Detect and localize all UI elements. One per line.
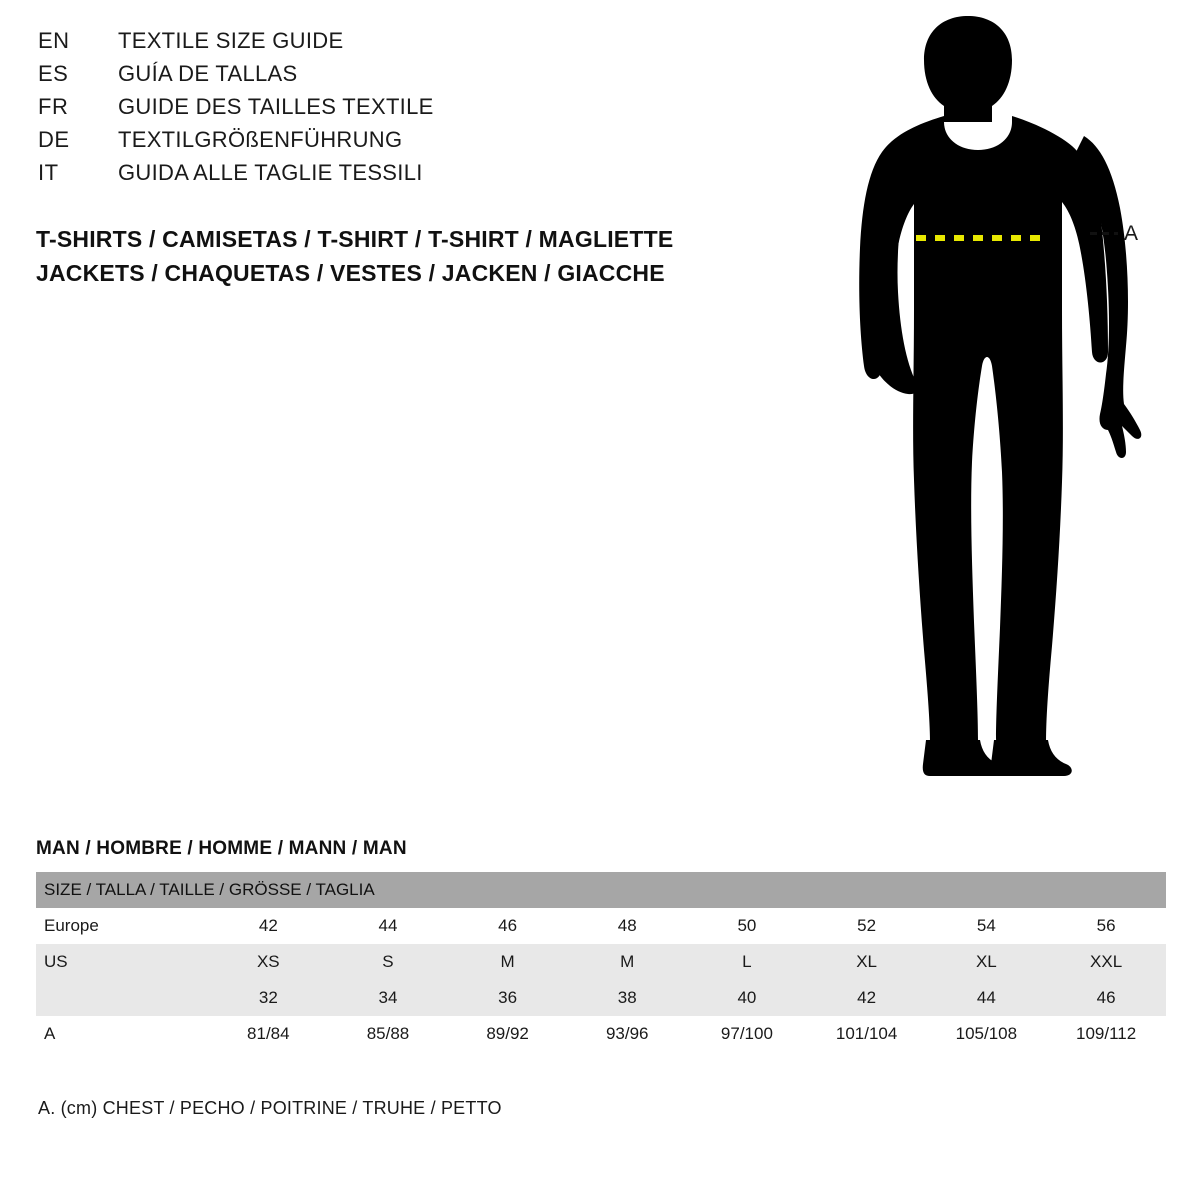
row-label: A	[36, 1016, 209, 1052]
cell-value: 48	[567, 908, 687, 944]
language-row	[38, 61, 738, 94]
cell-value: 44	[926, 980, 1046, 1016]
table-header-label: SIZE / TALLA / TAILLE / GRÖSSE / TAGLIA	[36, 872, 1166, 908]
cell-value: 89/92	[448, 1016, 568, 1052]
silhouette-icon	[820, 10, 1200, 800]
cell-value: 42	[209, 908, 329, 944]
cell-value: 56	[1046, 908, 1166, 944]
cell-value: 32	[209, 980, 329, 1016]
language-row	[38, 28, 738, 61]
language-text: GUÍA DE TALLAS	[118, 61, 298, 86]
table-row	[36, 980, 1166, 1016]
table-row	[36, 944, 1166, 980]
language-code: DE	[38, 127, 70, 152]
cell-value: 38	[567, 980, 687, 1016]
cell-value: 46	[448, 908, 568, 944]
cell-value: L	[687, 944, 807, 980]
language-code: EN	[38, 28, 70, 53]
cell-value: S	[328, 944, 448, 980]
cell-value: M	[448, 944, 568, 980]
cell-value: 97/100	[687, 1016, 807, 1052]
row-label	[36, 980, 209, 1016]
cell-value: 101/104	[807, 1016, 927, 1052]
language-row	[38, 127, 738, 160]
table-row	[36, 1016, 1166, 1052]
category-block	[36, 222, 796, 290]
cell-value: 93/96	[567, 1016, 687, 1052]
cell-value: 36	[448, 980, 568, 1016]
cell-value: M	[567, 944, 687, 980]
body-silhouette-figure	[820, 10, 1200, 800]
language-text: GUIDA ALLE TAGLIE TESSILI	[118, 160, 423, 185]
cell-value: 46	[1046, 980, 1166, 1016]
language-text: TEXTILGRÖßENFÜHRUNG	[118, 127, 403, 152]
cell-value: 54	[926, 908, 1046, 944]
chest-measure-label: A	[1124, 222, 1139, 245]
row-label: US	[36, 944, 209, 980]
table-row	[36, 908, 1166, 944]
cell-value: XXL	[1046, 944, 1166, 980]
cell-value: 109/112	[1046, 1016, 1166, 1052]
language-code: ES	[38, 61, 69, 86]
size-table-section	[36, 838, 1166, 1052]
language-header-block	[38, 28, 738, 193]
cell-value: 81/84	[209, 1016, 329, 1052]
cell-value: XL	[807, 944, 927, 980]
chest-leader-dashes	[1090, 232, 1118, 235]
cell-value: 52	[807, 908, 927, 944]
category-line-jackets: JACKETS / CHAQUETAS / VESTES / JACKEN / GIACCHE	[36, 260, 665, 286]
cell-value: 85/88	[328, 1016, 448, 1052]
language-row	[38, 94, 738, 127]
language-row	[38, 160, 738, 193]
language-code: FR	[38, 94, 69, 119]
category-line-tshirts: T-SHIRTS / CAMISETAS / T-SHIRT / T-SHIRT / MAGLIETTE	[36, 226, 674, 252]
language-text: GUIDE DES TAILLES TEXTILE	[118, 94, 434, 119]
cell-value: 50	[687, 908, 807, 944]
language-text: TEXTILE SIZE GUIDE	[118, 28, 344, 53]
cell-value: 105/108	[926, 1016, 1046, 1052]
gender-title: MAN / HOMBRE / HOMME / MANN / MAN	[36, 838, 407, 859]
size-table	[36, 872, 1166, 1052]
cell-value: 42	[807, 980, 927, 1016]
cell-value: 34	[328, 980, 448, 1016]
cell-value: XS	[209, 944, 329, 980]
cell-value: XL	[926, 944, 1046, 980]
cell-value: 44	[328, 908, 448, 944]
table-header-row	[36, 872, 1166, 908]
row-label: Europe	[36, 908, 209, 944]
cell-value: 40	[687, 980, 807, 1016]
language-code: IT	[38, 160, 59, 185]
footnote-chest-measure: A. (cm) CHEST / PECHO / POITRINE / TRUHE / PETTO	[38, 1098, 502, 1118]
